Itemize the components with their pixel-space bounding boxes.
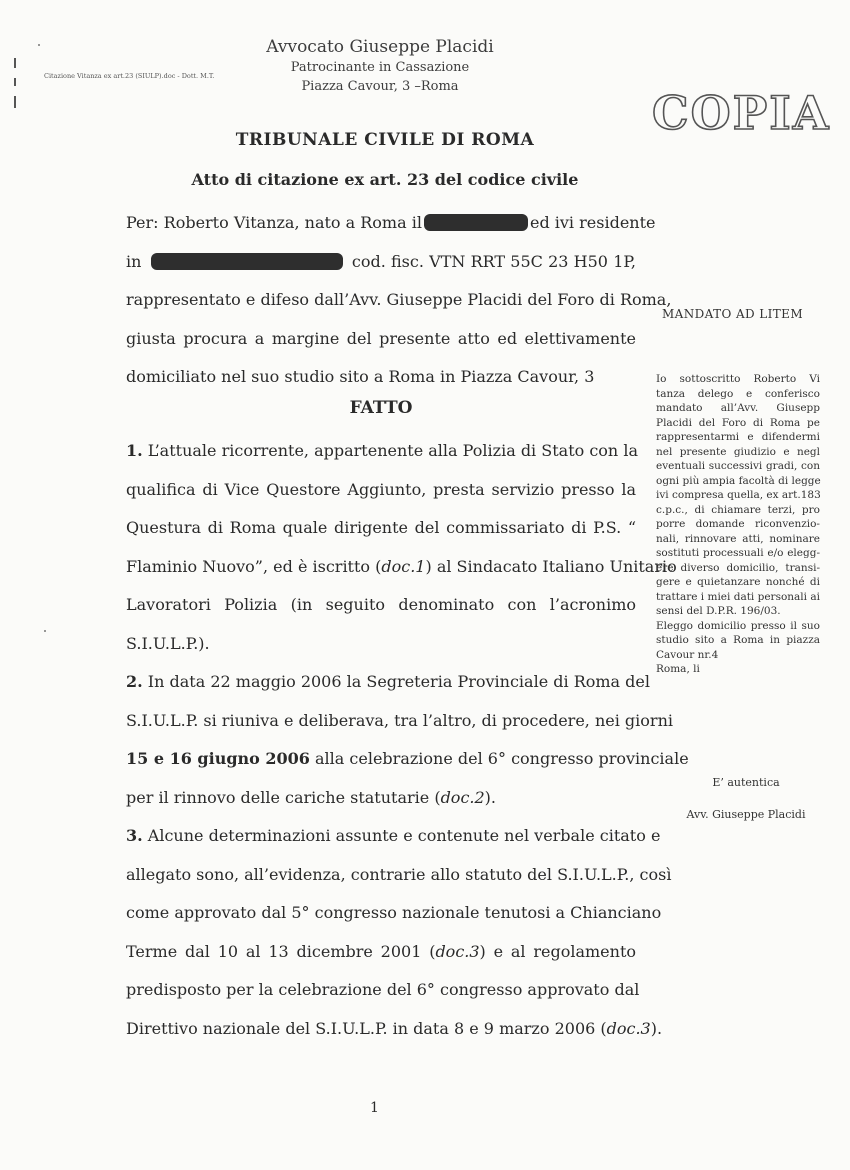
mandate-line: Placidi del Foro di Roma pe [656,416,820,429]
scan-speck [38,44,40,46]
mandate-line: Roma, li [656,663,700,675]
mandate-text [656,372,820,677]
p2-line-4: per il rinnovo delle cariche statutarie (doc.2). [126,787,496,807]
mandate-line: nel presente giudizio e negl [656,445,820,458]
mandate-line: sostituti processuali e/o elegg- [656,547,820,559]
margin-marks [14,58,24,118]
lawyer-signature: Avv. Giuseppe Placidi [686,808,806,821]
intro-block [126,204,672,397]
copia-stamp: COPIA [652,86,831,140]
p3-line-6: Direttivo nazionale del S.I.U.L.P. in data 8 e 9 marzo 2006 (doc.3). [126,1018,663,1038]
intro-line-3: rappresentato e difeso dall’Avv. Giuseppe Placidi del Foro di Roma, [126,290,672,309]
p1-line-6: S.I.U.L.P.). [126,633,210,653]
mandate-line: nali, rinnovare atti, nominare [656,532,820,545]
letterhead [240,36,520,96]
page-number: 1 [370,1100,379,1116]
mandate-line: Io sottoscritto Roberto Vi [656,373,820,385]
p2-line-2: S.I.U.L.P. si riuniva e deliberava, tra l’altro, di procedere, nei giorni [126,710,673,730]
p3-line-3: come approvato dal 5° congresso nazionale tenutosi a Chianciano [126,903,662,922]
redacted-birthdate [424,214,528,231]
lawyer-role: Patrocinante in Cassazione [290,60,470,75]
p1-line-3: Questura di Roma quale dirigente del commissariato di P.S. “ [126,518,636,537]
mandate-line: trattare i miei dati personali ai [656,590,820,603]
p2-line-1: 2. In data 22 maggio 2006 la Segreteria Provinciale di Roma del [126,672,650,691]
p2-line-3: 15 e 16 giugno 2006 alla celebrazione del 6° congresso provinciale [126,749,689,768]
p3-line-2: allegato sono, all’evidenza, contrarie allo statuto del S.I.U.L.P., così [126,864,672,884]
document-subtitle: Atto di citazione ex art. 23 del codice civile [191,170,579,189]
mandate-line: ivi compresa quella, ex art.183 [656,489,821,501]
intro-line-2: in cod. fisc. VTN RRT 55C 23 H50 1P, [126,251,636,271]
court-title: TRIBUNALE CIVILE DI ROMA [235,130,535,150]
mandate-line: tanza delego e conferisco [656,387,820,400]
authentic-note: E’ autentica [712,776,780,789]
p1-line-1: 1. L’attuale ricorrente, appartenente alla Polizia di Stato con la [126,441,638,460]
mandate-line: mandato all’Avv. Giusepp [656,402,820,414]
mandate-line: eventuali successivi gradi, con [656,460,820,472]
scan-speck [44,630,46,632]
section-heading: FATTO [349,398,413,418]
mandate-line: sensi del D.P.R. 196/03. [656,605,781,617]
intro-line-5: domiciliato nel suo studio sito a Roma in Piazza Cavour, 3 [126,367,595,386]
mandate-line: rappresentarmi e difendermi [656,431,820,443]
mandate-line: studio sito a Roma in piazza [656,634,820,646]
intro-line-1: Per: Roberto Vitanza, nato a Roma il ed ivi residente [126,213,656,232]
p1-line-5: Lavoratori Polizia (in seguito denominato con l’acronimo [126,595,636,614]
redacted-address [151,253,343,270]
lawyer-address: Piazza Cavour, 3 –Roma [301,79,459,94]
mandate-line: Cavour nr.4 [656,648,719,661]
lawyer-name: Avvocato Giuseppe Placidi [266,37,494,57]
mandate-line: porre domande riconvenzio- [656,518,820,530]
p1-line-4: Flaminio Nuovo”, ed è iscritto (doc.1) al Sindacato Italiano Unitario [126,556,677,576]
mandate-line: gere e quietanzare nonché di [656,576,820,588]
p3-line-4: Terme dal 10 al 13 dicembre 2001 (doc.3) e al regolamento [126,941,637,961]
p1-line-2: qualifica di Vice Questore Aggiunto, presta servizio presso la [126,479,636,499]
p3-line-1: 3. Alcune determinazioni assunte e contenute nel verbale citato e [126,826,661,845]
mandate-line: c.p.c., di chiamare terzi, pro [656,503,820,516]
file-reference: Citazione Vitanza ex art.23 (SIULP).doc - Dott. M.T. [44,72,215,80]
mandate-line: ogni più ampia facoltà di legge [656,474,821,487]
intro-line-4: giusta procura a margine del presente atto ed elettivamente [126,328,636,348]
mandate-line: ere diverso domicilio, transi- [656,561,820,574]
mandate-title: MANDATO AD LITEM [662,307,804,321]
p3-line-5: predisposto per la celebrazione del 6° congresso approvato dal [126,980,640,999]
mandate-line: Eleggo domicilio presso il suo [656,619,820,632]
